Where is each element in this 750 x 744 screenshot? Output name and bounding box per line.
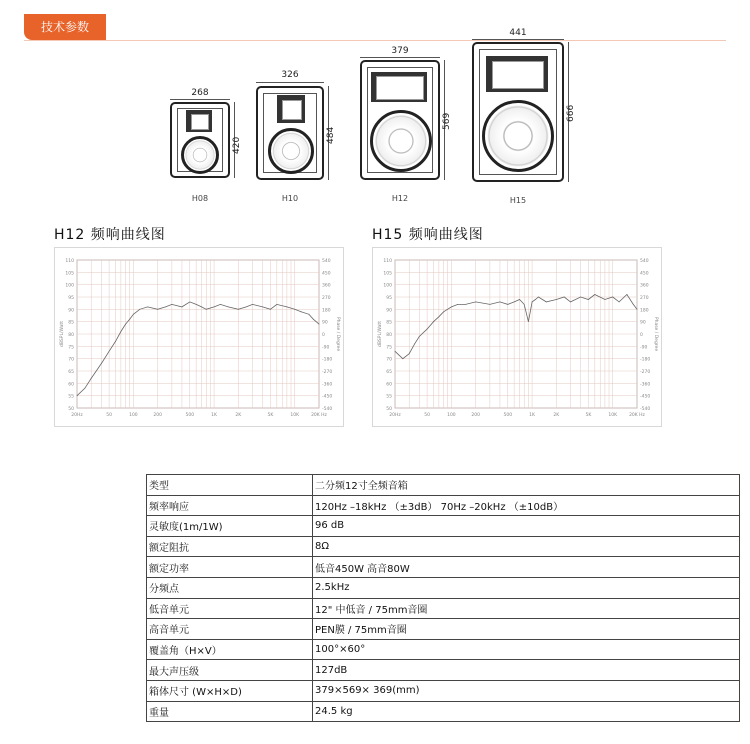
spec-row	[147, 619, 740, 640]
data-point	[443, 311, 444, 312]
data-point	[77, 395, 78, 396]
y2-tick-label: -360	[640, 382, 651, 388]
y-tick-label: 75	[386, 345, 392, 351]
y-tick-label: 55	[68, 394, 74, 400]
y-tick-label: 110	[383, 259, 392, 264]
y-tick-label: 65	[68, 370, 74, 375]
spec-key: 低音单元	[147, 598, 313, 619]
data-point	[500, 302, 501, 303]
y2-tick-label: 90	[322, 320, 328, 326]
y-tick-label: 105	[383, 271, 392, 277]
spec-key: 额定功率	[147, 557, 313, 578]
spec-row	[147, 495, 740, 516]
data-point	[294, 309, 295, 310]
y2-tick-label: 90	[640, 320, 646, 326]
speaker-height-dim: 569	[442, 112, 452, 130]
data-point	[519, 299, 520, 300]
data-point	[206, 309, 207, 310]
y-tick-label: 90	[386, 308, 392, 314]
y2-tick-label: -270	[640, 370, 651, 375]
y-tick-label: 85	[68, 320, 74, 326]
spec-value: 8Ω	[313, 536, 740, 557]
y2-axis-label: Phase / Degree	[653, 316, 658, 352]
y-tick-label: 50	[386, 407, 392, 412]
data-point	[556, 299, 557, 300]
data-point	[570, 302, 571, 303]
data-point	[580, 297, 581, 298]
data-point	[637, 309, 638, 310]
y-tick-label: 60	[68, 382, 74, 388]
data-point	[228, 306, 229, 307]
spec-row	[147, 577, 740, 598]
x-tick-label: 5K	[585, 413, 592, 418]
data-point	[171, 304, 172, 305]
speaker-height-dim: 484	[326, 126, 336, 144]
y-tick-label: 80	[386, 333, 392, 338]
spec-row	[147, 660, 740, 681]
y2-tick-label: -180	[640, 357, 651, 363]
x-tick-label: 500	[503, 413, 513, 418]
spec-key: 箱体尺寸 (W×H×D)	[147, 680, 313, 701]
y-axis-label: dBSPL/Watt	[378, 321, 383, 347]
spec-value: 100°×60°	[313, 639, 740, 660]
data-point	[619, 302, 620, 303]
speaker-h12	[360, 46, 452, 203]
y-tick-label: 80	[68, 333, 74, 338]
data-point	[276, 304, 277, 305]
y2-axis-label: Phase / Degree	[335, 316, 340, 352]
y2-tick-label: -540	[322, 407, 333, 412]
data-point	[120, 331, 121, 332]
speaker-height-dim: 420	[232, 136, 242, 154]
x-tick-label: 1K	[211, 413, 217, 418]
y2-tick-label: -450	[322, 394, 333, 400]
spec-value: 二分频12寸全频音箱	[313, 475, 740, 496]
data-point	[588, 299, 589, 300]
spec-row	[147, 536, 740, 557]
data-point	[165, 306, 166, 307]
data-point	[489, 304, 490, 305]
data-point	[196, 304, 197, 305]
y2-tick-label: 450	[640, 271, 649, 277]
y2-tick-label: -360	[322, 382, 333, 388]
y2-tick-label: -450	[640, 394, 651, 400]
spec-table	[146, 474, 740, 722]
spec-row	[147, 701, 740, 722]
data-point	[252, 304, 253, 305]
data-point	[270, 309, 271, 310]
y-axis-label: dBSPL/Watt	[60, 321, 65, 347]
data-point	[133, 314, 134, 315]
y-tick-label: 60	[386, 382, 392, 388]
data-point	[147, 306, 148, 307]
x-tick-label: 50	[106, 413, 112, 418]
y-tick-label: 55	[386, 394, 392, 400]
data-point	[189, 302, 190, 303]
speaker-label: H15	[509, 196, 527, 205]
data-point	[633, 304, 634, 305]
x-tick-label: 100	[447, 413, 456, 418]
data-point	[319, 324, 320, 325]
y-tick-label: 90	[68, 308, 74, 314]
y2-tick-label: 180	[322, 308, 331, 314]
spec-value: 24.5 kg	[313, 701, 740, 722]
y-tick-label: 75	[68, 345, 74, 351]
spec-key: 最大声压级	[147, 660, 313, 681]
data-point	[201, 306, 202, 307]
x-tick-label: 20Hz	[389, 413, 401, 418]
x-tick-label: 1K	[529, 413, 535, 418]
section-divider	[24, 40, 726, 41]
x-tick-label: 50	[424, 413, 430, 418]
speaker-width-dim: 441	[509, 28, 527, 38]
data-point	[538, 297, 539, 298]
speaker-label: H08	[191, 194, 209, 203]
data-point	[84, 388, 85, 389]
x-tick-label: 20Hz	[71, 413, 83, 418]
speaker-label: H12	[391, 194, 409, 203]
data-point	[182, 306, 183, 307]
spec-row	[147, 680, 740, 701]
y-tick-label: 50	[68, 407, 74, 412]
spec-key: 覆盖角（H×V）	[147, 639, 313, 660]
speaker-height-dim: 666	[566, 104, 576, 122]
y2-tick-label: 0	[322, 333, 325, 338]
spec-value: 379×569× 369(mm)	[313, 680, 740, 701]
x-tick-label: 5K	[267, 413, 274, 418]
data-point	[546, 302, 547, 303]
speaker-h15	[472, 28, 576, 205]
speaker-width-dim: 268	[191, 88, 209, 98]
y2-tick-label: 360	[322, 283, 331, 289]
y-tick-label: 100	[383, 283, 392, 289]
spec-value: 12" 中低音 / 75mm音圈	[313, 598, 740, 619]
spec-key: 灵敏度(1m/1W)	[147, 516, 313, 537]
data-point	[419, 336, 420, 337]
data-point	[535, 299, 536, 300]
y2-tick-label: -180	[322, 357, 333, 363]
spec-row	[147, 516, 740, 537]
data-point	[594, 294, 595, 295]
speaker-width-dim: 326	[281, 70, 299, 80]
data-point	[427, 329, 428, 330]
x-tick-label: 20K Hz	[311, 413, 327, 418]
spec-key: 分频点	[147, 577, 313, 598]
data-point	[402, 358, 403, 359]
spec-value: 2.5kHz	[313, 577, 740, 598]
data-point	[91, 378, 92, 379]
data-point	[604, 299, 605, 300]
data-point	[475, 302, 476, 303]
data-point	[395, 351, 396, 352]
y2-tick-label: 360	[640, 283, 649, 289]
spec-value: 120Hz –18kHz （±3dB） 70Hz –20kHz （±10dB）	[313, 495, 740, 516]
spec-key: 额定阻抗	[147, 536, 313, 557]
data-point	[507, 304, 508, 305]
data-point	[414, 343, 415, 344]
data-point	[409, 353, 410, 354]
data-point	[301, 311, 302, 312]
y2-tick-label: -540	[640, 407, 651, 412]
data-point	[433, 321, 434, 322]
data-point	[214, 306, 215, 307]
data-point	[524, 304, 525, 305]
y2-tick-label: 450	[322, 271, 331, 277]
h12-frequency-chart	[54, 247, 344, 427]
y2-tick-label: 180	[640, 308, 649, 314]
data-point	[451, 306, 452, 307]
h12-curve-title: H12 频响曲线图	[54, 227, 166, 243]
y2-tick-label: 540	[640, 259, 649, 264]
data-point	[532, 302, 533, 303]
data-point	[139, 309, 140, 310]
data-point	[438, 316, 439, 317]
x-tick-label: 100	[129, 413, 138, 418]
speaker-width-dim: 379	[391, 46, 409, 56]
x-tick-label: 20K Hz	[629, 413, 645, 418]
data-point	[313, 319, 314, 320]
x-tick-label: 10K	[608, 413, 618, 418]
spec-key: 高音单元	[147, 619, 313, 640]
y2-tick-label: 270	[640, 296, 649, 301]
data-point	[129, 319, 130, 320]
data-point	[125, 324, 126, 325]
x-tick-label: 200	[153, 413, 162, 418]
section-tag: 技术参数	[24, 14, 106, 40]
spec-row	[147, 475, 740, 496]
y2-tick-label: 270	[322, 296, 331, 301]
y2-tick-label: 540	[322, 259, 331, 264]
speaker-h10	[256, 70, 336, 203]
data-point	[528, 321, 529, 322]
data-point	[109, 351, 110, 352]
spec-value: 低音450W 高音80W	[313, 557, 740, 578]
spec-row	[147, 639, 740, 660]
y-tick-label: 100	[65, 283, 74, 289]
data-point	[465, 304, 466, 305]
data-point	[262, 306, 263, 307]
data-point	[220, 304, 221, 305]
x-tick-label: 500	[185, 413, 195, 418]
data-point	[514, 302, 515, 303]
spec-value: PEN膜 / 75mm音圈	[313, 619, 740, 640]
y2-tick-label: -90	[640, 345, 648, 351]
spec-value: 127dB	[313, 660, 740, 681]
y2-tick-label: -90	[322, 345, 330, 351]
speaker-h08	[170, 88, 242, 203]
h15-curve-title: H15 频响曲线图	[372, 227, 484, 243]
y2-tick-label: -270	[322, 370, 333, 375]
data-point	[286, 306, 287, 307]
y-tick-label: 70	[68, 357, 74, 363]
spec-row	[147, 598, 740, 619]
y-tick-label: 110	[65, 259, 74, 264]
y-tick-label: 65	[386, 370, 392, 375]
data-point	[564, 297, 565, 298]
data-point	[309, 314, 310, 315]
y2-tick-label: 0	[640, 333, 643, 338]
y-tick-label: 85	[386, 320, 392, 326]
y-tick-label: 105	[65, 271, 74, 277]
y-tick-label: 95	[386, 296, 392, 301]
data-point	[238, 309, 239, 310]
spec-value: 96 dB	[313, 516, 740, 537]
y-tick-label: 95	[68, 296, 74, 301]
data-point	[157, 309, 158, 310]
data-point	[612, 297, 613, 298]
x-tick-label: 2K	[553, 413, 560, 418]
data-point	[101, 363, 102, 364]
data-point	[115, 341, 116, 342]
x-tick-label: 2K	[235, 413, 242, 418]
x-tick-label: 10K	[290, 413, 300, 418]
y-tick-label: 70	[386, 357, 392, 363]
spec-key: 重量	[147, 701, 313, 722]
h15-frequency-chart	[372, 247, 662, 427]
speaker-label: H10	[281, 194, 299, 203]
data-point	[627, 294, 628, 295]
data-point	[457, 304, 458, 305]
data-point	[246, 306, 247, 307]
spec-key: 频率响应	[147, 495, 313, 516]
x-tick-label: 200	[471, 413, 480, 418]
spec-key: 类型	[147, 475, 313, 496]
spec-row	[147, 557, 740, 578]
